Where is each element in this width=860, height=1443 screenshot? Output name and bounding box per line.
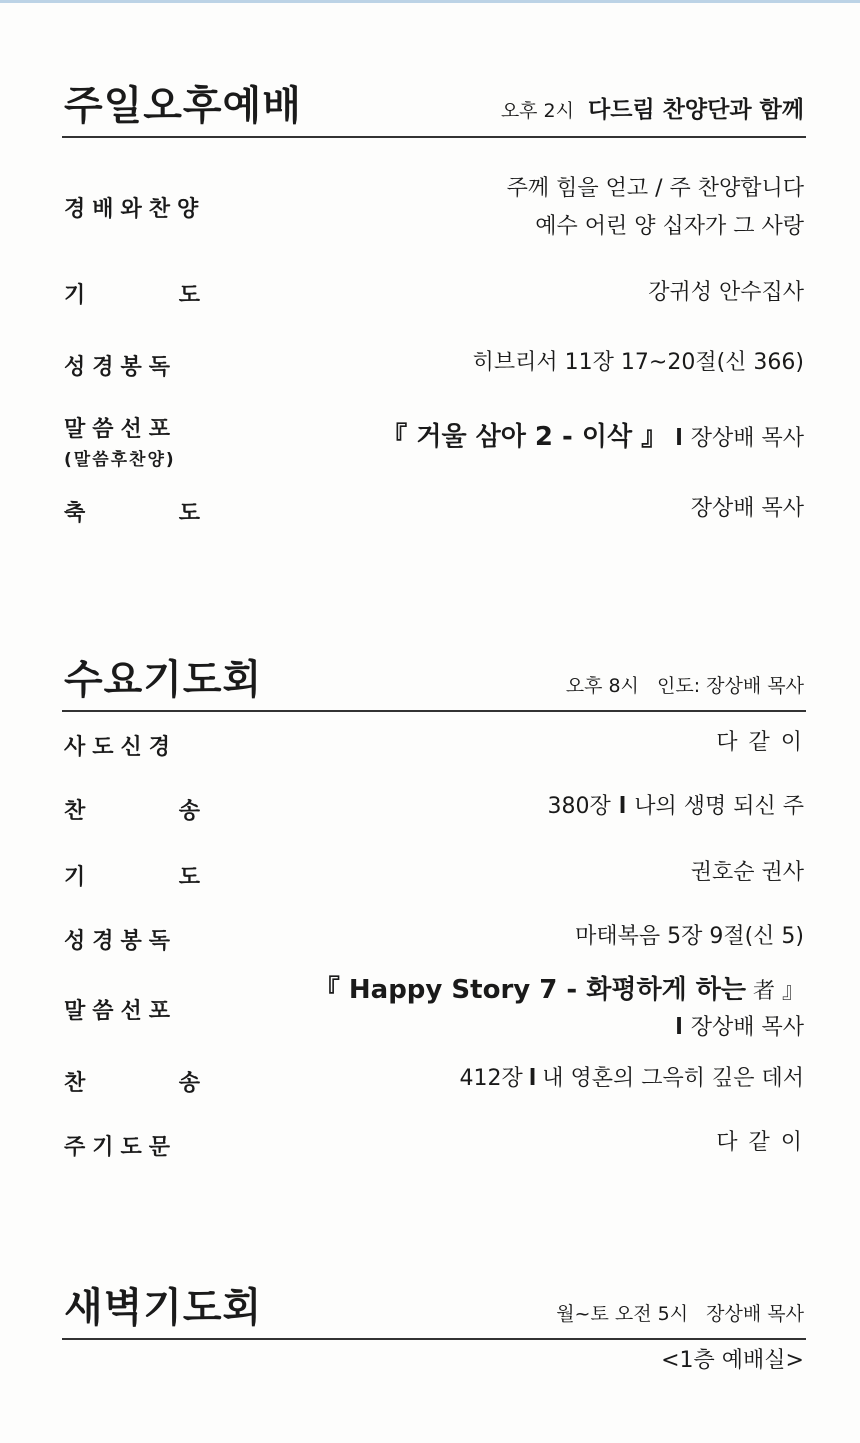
program-label: 주기도문	[64, 1135, 178, 1160]
hymn-number: 380장	[547, 794, 611, 819]
sermon-title-end: 者 』	[753, 979, 804, 1004]
worship-song-1: 주께 힘을 얻고 / 주 찬양합니다	[506, 176, 804, 201]
label-char: 도	[178, 865, 200, 890]
program-row-reading	[62, 918, 806, 958]
dawn-service-section	[62, 1284, 806, 1340]
label-char: 송	[178, 799, 200, 824]
program-value	[459, 1060, 804, 1098]
program-label: 성경봉독	[64, 929, 178, 954]
program-row-blessing	[62, 490, 806, 530]
sermon-title: 『 Happy Story 7 - 화평하게 하는	[313, 975, 746, 1005]
label-sub: (말씀후찬양)	[64, 450, 176, 470]
section-title: 새벽기도회	[64, 1285, 263, 1331]
program-label: 말씀선포	[64, 999, 178, 1024]
program-row-prayer	[62, 274, 806, 314]
program-value: 히브리서 11장 17~20절(신 366)	[472, 350, 804, 375]
sunday-service-section	[62, 82, 806, 138]
label-main: 말씀선포	[64, 417, 178, 442]
separator: l	[675, 426, 683, 451]
worship-song-2: 예수 어린 양 십자가 그 사랑	[535, 214, 804, 239]
sermon-title: 『 거울 삼아 2 - 이삭 』	[381, 422, 668, 452]
program-label: 경배와찬양	[64, 197, 206, 222]
program-row-worship	[62, 170, 806, 250]
program-label	[64, 1066, 200, 1097]
program-label: 사도신경	[64, 735, 178, 760]
section-title: 수요기도회	[64, 657, 263, 703]
section-info	[501, 99, 804, 122]
service-with: 다드림 찬양단과 함께	[588, 97, 804, 123]
separator: l	[528, 1066, 537, 1091]
program-row-sermon	[62, 412, 806, 468]
label-char: 기	[64, 283, 86, 308]
label-char: 송	[178, 1071, 200, 1096]
program-row-creed	[62, 724, 806, 764]
program-value	[507, 170, 804, 246]
program-value: 마태복음 5장 9절(신 5)	[575, 924, 804, 949]
hymn-number: 412장	[459, 1066, 523, 1091]
label-char: 도	[178, 283, 200, 308]
wednesday-service-section	[62, 656, 806, 712]
program-label	[64, 278, 200, 309]
program-label	[64, 496, 200, 527]
program-value: 장상배 목사	[690, 496, 804, 521]
section-info: 오후 8시 인도: 장상배 목사	[565, 675, 804, 697]
section-title: 주일오후예배	[64, 83, 302, 129]
program-row-sermon	[62, 972, 806, 1048]
program-row-hymn-1	[62, 788, 806, 828]
program-value	[314, 972, 804, 1046]
label-char: 도	[178, 501, 200, 526]
label-char: 축	[64, 501, 86, 526]
program-label	[64, 794, 200, 825]
program-label	[64, 412, 177, 470]
program-label: 성경봉독	[64, 355, 178, 380]
program-row-hymn-2	[62, 1060, 806, 1100]
program-row-prayer	[62, 854, 806, 894]
program-value: 다 같 이	[716, 1130, 804, 1155]
wednesday-service-header	[62, 656, 806, 704]
hymn-title: 내 영혼의 그윽히 깊은 데서	[542, 1066, 804, 1091]
program-value	[381, 418, 804, 458]
label-char: 찬	[64, 799, 86, 824]
program-row-lords-prayer	[62, 1124, 806, 1164]
sermon-preacher: 장상배 목사	[690, 426, 804, 451]
section-divider	[62, 136, 806, 138]
service-time: 오후 2시	[500, 100, 575, 122]
program-value: 강귀성 안수집사	[648, 280, 804, 305]
program-value	[547, 788, 804, 826]
section-divider	[62, 1338, 806, 1340]
hymn-title: 나의 생명 되신 주	[634, 794, 804, 819]
label-char: 찬	[64, 1071, 86, 1096]
dawn-service-header	[62, 1284, 806, 1332]
dawn-location: <1층 예배실>	[661, 1348, 804, 1373]
label-char: 기	[64, 865, 86, 890]
section-info: 월~토 오전 5시 장상배 목사	[556, 1303, 804, 1325]
top-border	[0, 0, 860, 3]
program-value: 다 같 이	[716, 730, 804, 755]
program-label	[64, 860, 200, 891]
separator: l	[618, 794, 627, 819]
sunday-service-header	[62, 82, 806, 130]
sermon-preacher: 장상배 목사	[690, 1015, 804, 1040]
section-divider	[62, 710, 806, 712]
separator: l	[675, 1015, 683, 1040]
program-value: 권호순 권사	[690, 860, 804, 885]
program-row-reading	[62, 344, 806, 384]
